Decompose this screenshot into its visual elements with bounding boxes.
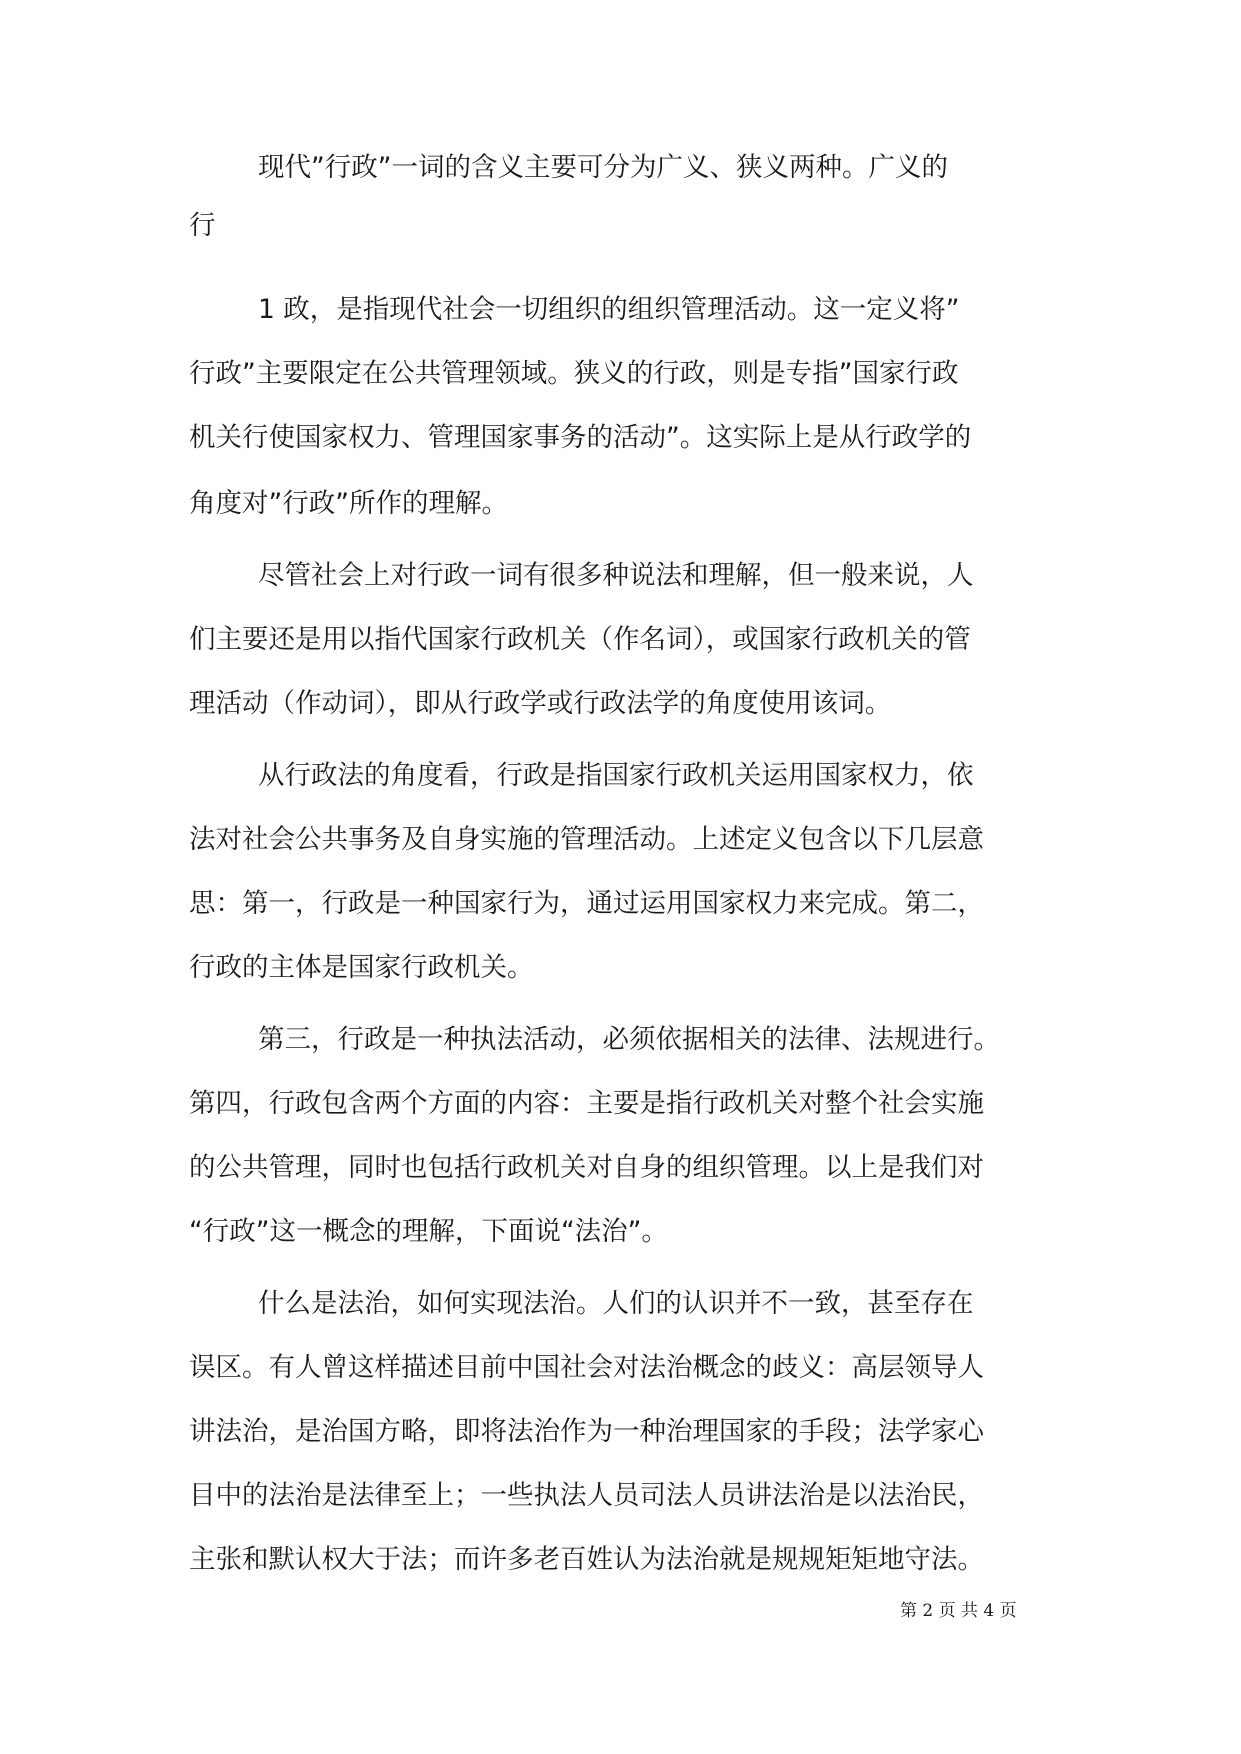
text-line: 误区。有人曾这样描述目前中国社会对法治概念的歧义：高层领导人 bbox=[189, 1352, 984, 1383]
text-line: 角度对”行政”所作的理解。 bbox=[189, 488, 508, 519]
text-line: 机关行使国家权力、管理国家事务的活动”。这实际上是从行政学的 bbox=[189, 422, 972, 453]
text-line: 从行政法的角度看，行政是指国家行政机关运用国家权力，依 bbox=[258, 760, 974, 791]
text-line: 第三，行政是一种执法活动，必须依据相关的法律、法规进行。 bbox=[258, 1024, 1000, 1055]
text-line: “行政”这一概念的理解，下面说“法治”。 bbox=[189, 1216, 668, 1247]
text-line: 什么是法治，如何实现法治。人们的认识并不一致，甚至存在 bbox=[258, 1288, 974, 1319]
text-line: 们主要还是用以指代国家行政机关（作名词），或国家行政机关的管 bbox=[189, 624, 971, 655]
text-line: 讲法治，是治国方略，即将法治作为一种治理国家的手段；法学家心 bbox=[189, 1416, 984, 1447]
text-line: 行政”主要限定在公共管理领域。狭义的行政，则是专指”国家行政 bbox=[189, 358, 959, 389]
text-line: 思：第一，行政是一种国家行为，通过运用国家权力来完成。第二， bbox=[189, 888, 984, 919]
text-line: 法对社会公共事务及自身实施的管理活动。上述定义包含以下几层意 bbox=[189, 824, 984, 855]
text-line: 尽管社会上对行政一词有很多种说法和理解，但一般来说，人 bbox=[258, 560, 974, 591]
text-line: 行政的主体是国家行政机关。 bbox=[189, 952, 534, 983]
text-line: 行 bbox=[189, 210, 216, 241]
text-line: 目中的法治是法律至上；一些执法人员司法人员讲法治是以法治民， bbox=[189, 1480, 984, 1511]
text-line: 的公共管理，同时也包括行政机关对自身的组织管理。以上是我们对 bbox=[189, 1152, 984, 1183]
text-line: 现代”行政”一词的含义主要可分为广义、狭义两种。广义的 bbox=[258, 152, 948, 183]
text-line: 主张和默认权大于法；而许多老百姓认为法治就是规规矩矩地守法。 bbox=[189, 1544, 984, 1575]
page-number-footer: 第 2 页 共 4 页 bbox=[900, 1601, 1017, 1621]
text-line: 第四，行政包含两个方面的内容：主要是指行政机关对整个社会实施 bbox=[189, 1088, 984, 1119]
text-line: 理活动（作动词），即从行政学或行政法学的角度使用该词。 bbox=[189, 688, 892, 719]
text-line: 1 政，是指现代社会一切组织的组织管理活动。这一定义将” bbox=[258, 294, 960, 325]
